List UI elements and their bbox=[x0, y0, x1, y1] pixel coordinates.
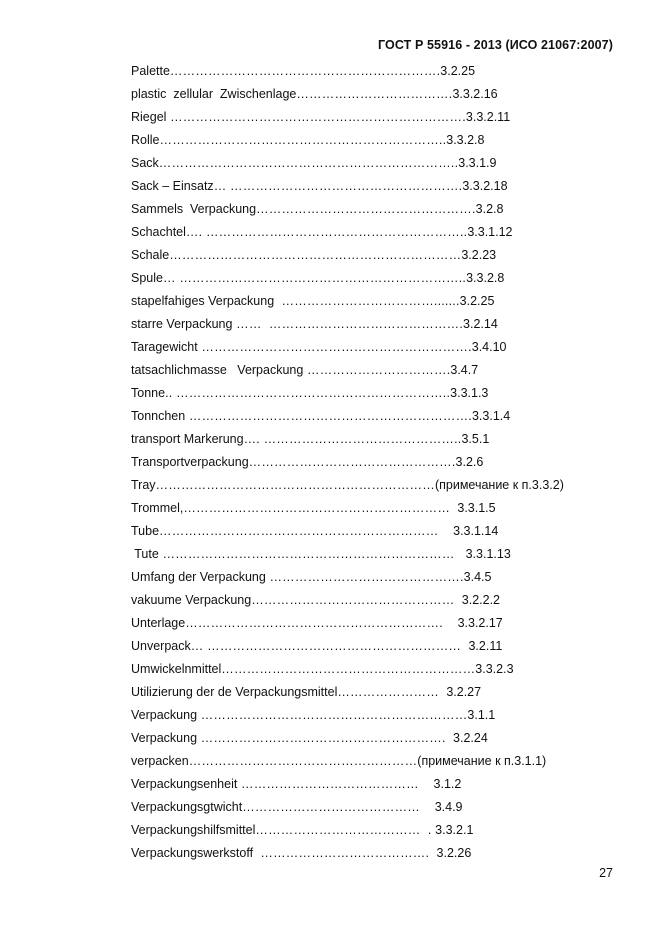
entry-dot-leader: ……………………………………………………………. bbox=[166, 110, 466, 124]
entry-dot-leader: …… ………………………………………. bbox=[232, 317, 464, 331]
entry-term: Utilizierung der de Verpackungsmittel bbox=[131, 685, 338, 699]
entry-term: Tonne bbox=[131, 386, 166, 400]
entry-dot-leader: ……………………………………………………… bbox=[183, 501, 458, 515]
entry-dot-leader: …. …………………………………………………….. bbox=[185, 225, 468, 239]
entry-section-ref: 3.2.27 bbox=[446, 685, 482, 699]
entry-term: Verpackungswerkstoff bbox=[131, 846, 254, 860]
index-entry bbox=[131, 291, 591, 314]
entry-section-ref: 3.3.2.3 bbox=[475, 662, 514, 676]
entry-term: tatsachlichmasse Verpackung bbox=[131, 363, 304, 377]
index-entry bbox=[131, 429, 591, 452]
index-entry bbox=[131, 61, 591, 84]
entry-dot-leader: …………………………………… bbox=[237, 777, 434, 791]
entry-term: Transportverpackung bbox=[131, 455, 249, 469]
entry-dot-leader: …………………………………. bbox=[253, 846, 437, 860]
entry-section-ref: 3.2.25 bbox=[440, 64, 476, 78]
entry-section-ref: 3.3.2.18 bbox=[462, 179, 508, 193]
entry-term: Tube bbox=[131, 524, 160, 538]
index-entry bbox=[131, 360, 591, 383]
entry-dot-leader: ……………………………………………… bbox=[188, 754, 418, 768]
index-entry bbox=[131, 84, 591, 107]
entry-term: Sammels Verpackung bbox=[131, 202, 257, 216]
index-entry bbox=[131, 682, 591, 705]
entry-dot-leader: …. ……………………………………….. bbox=[243, 432, 462, 446]
entry-term: Umfang der Verpackung bbox=[131, 570, 266, 584]
index-entry bbox=[131, 130, 591, 153]
entry-term: Schachtel bbox=[131, 225, 186, 239]
entry-term: Trommel, bbox=[131, 501, 184, 515]
entry-section-ref: (примечание к п.3.1.1) bbox=[417, 754, 547, 768]
entry-section-ref: 3.2.8 bbox=[475, 202, 504, 216]
entry-section-ref: 3.3.2.11 bbox=[465, 110, 511, 124]
index-entry bbox=[131, 774, 591, 797]
entry-dot-leader: …………………………………………. bbox=[248, 455, 456, 469]
entry-section-ref: 3.3.2.8 bbox=[446, 133, 485, 147]
index-entry bbox=[131, 843, 591, 866]
index-entry bbox=[131, 636, 591, 659]
entry-term: Rolle bbox=[131, 133, 160, 147]
entry-term: Unterlage bbox=[131, 616, 186, 630]
entry-term: stapelfahiges Verpackung bbox=[131, 294, 275, 308]
index-entry bbox=[131, 199, 591, 222]
entry-section-ref: 3.4.9 bbox=[434, 800, 463, 814]
index-entry bbox=[131, 222, 591, 245]
entry-term: Sack bbox=[131, 156, 159, 170]
entry-term: vakuume Verpackung bbox=[131, 593, 252, 607]
index-entry bbox=[131, 590, 591, 613]
index-entry bbox=[131, 659, 591, 682]
entry-dot-leader: .. ……………………………………………………….. bbox=[165, 386, 451, 400]
index-entry bbox=[131, 176, 591, 199]
index-entry bbox=[131, 314, 591, 337]
entry-section-ref: 3.3.1.13 bbox=[465, 547, 511, 561]
entry-section-ref: 3.1.2 bbox=[433, 777, 462, 791]
index-entry bbox=[131, 475, 591, 498]
entry-dot-leader: …………………………………………………. bbox=[197, 731, 454, 745]
index-entry bbox=[131, 337, 591, 360]
entry-section-ref: 3.3.1.3 bbox=[450, 386, 489, 400]
entry-dot-leader: … ………………………………………………………….. bbox=[162, 271, 467, 285]
entry-dot-leader: ………………………………………………………. bbox=[197, 340, 472, 354]
entry-term: Tray bbox=[131, 478, 156, 492]
entry-term: Tonnchen bbox=[131, 409, 186, 423]
entry-section-ref: 3.3.1.14 bbox=[453, 524, 499, 538]
entry-dot-leader: …………………………………………………………. bbox=[185, 409, 472, 423]
entry-term: Verpackungshilfsmittel bbox=[131, 823, 256, 837]
entry-section-ref: 3.3.2.16 bbox=[452, 87, 498, 101]
entry-dot-leader: …………………………………… bbox=[242, 800, 435, 814]
entry-section-ref: (примечание к п.3.3.2) bbox=[434, 478, 564, 492]
index-entry bbox=[131, 383, 591, 406]
entry-term: starre Verpackung bbox=[131, 317, 233, 331]
entry-term: Tute bbox=[131, 547, 159, 561]
index-entry bbox=[131, 245, 591, 268]
entry-dot-leader: ………………………………………………………….. bbox=[159, 133, 447, 147]
entry-term: Schale bbox=[131, 248, 170, 262]
entry-term: verpacken bbox=[131, 754, 189, 768]
entry-dot-leader: ……………………………. bbox=[303, 363, 451, 377]
entry-section-ref: 3.3.2.8 bbox=[466, 271, 505, 285]
entry-term: Riegel bbox=[131, 110, 167, 124]
entry-section-ref: 3.3.1.12 bbox=[467, 225, 513, 239]
entry-dot-leader: … ………………………………………………. bbox=[213, 179, 463, 193]
entry-dot-leader: ……………………………………………………… bbox=[197, 708, 468, 722]
entry-dot-leader: …………………………………………………………… bbox=[158, 547, 466, 561]
index-entry bbox=[131, 544, 591, 567]
index-entry bbox=[131, 728, 591, 751]
entry-dot-leader: ………………………………………………………. bbox=[169, 64, 441, 78]
entry-dot-leader: ……………………………………………. bbox=[256, 202, 476, 216]
index-entry bbox=[131, 567, 591, 590]
entry-section-ref: 3.2.24 bbox=[453, 731, 488, 745]
entry-section-ref: 3.2.26 bbox=[436, 846, 472, 860]
page-number: 27 bbox=[599, 866, 613, 880]
index-entry bbox=[131, 751, 591, 774]
index-entry bbox=[131, 498, 591, 521]
entry-section-ref: 3.2.2.2 bbox=[461, 593, 500, 607]
page-header-title: ГОСТ Р 55916 - 2013 (ИСО 21067:2007) bbox=[378, 38, 613, 52]
entry-term: Sack – Einsatz bbox=[131, 179, 214, 193]
entry-term: Taragewicht bbox=[131, 340, 198, 354]
entry-dot-leader: … …………………………………………………… bbox=[190, 639, 469, 653]
entry-term: Verpackung bbox=[131, 731, 198, 745]
entry-section-ref: 3.4.10 bbox=[471, 340, 507, 354]
entry-term: transport Markerung bbox=[131, 432, 244, 446]
entry-section-ref: 3.2.14 bbox=[463, 317, 498, 331]
entry-section-ref: 3.2.11 bbox=[468, 639, 503, 653]
entry-dot-leader: ………………………………………. bbox=[265, 570, 464, 584]
entry-section-ref: 3.3.1.4 bbox=[471, 409, 511, 423]
index-entry bbox=[131, 452, 591, 475]
entry-term: Umwickelnmittel bbox=[131, 662, 222, 676]
index-entry bbox=[131, 613, 591, 636]
entry-dot-leader: ………………………………....... bbox=[274, 294, 460, 308]
entry-section-ref: 3.4.7 bbox=[450, 363, 479, 377]
entry-dot-leader: …………………… bbox=[337, 685, 447, 699]
entry-section-ref: 3.2.6 bbox=[455, 455, 484, 469]
entry-section-ref: 3.4.5 bbox=[463, 570, 492, 584]
entry-dot-leader: ………………………………………… bbox=[251, 593, 462, 607]
entry-term: Verpackungsgtwicht bbox=[131, 800, 243, 814]
index-entry bbox=[131, 268, 591, 291]
entry-section-ref: 3.5.1 bbox=[461, 432, 490, 446]
index-entry bbox=[131, 820, 591, 843]
index-entry bbox=[131, 406, 591, 429]
index-entry bbox=[131, 107, 591, 130]
index-entry bbox=[131, 705, 591, 728]
entry-dot-leader: …………………………………………………………… bbox=[169, 248, 462, 262]
entry-term: Verpackungsenheit bbox=[131, 777, 238, 791]
entry-dot-leader: ……………………………………………………. bbox=[185, 616, 458, 630]
entry-dot-leader: ………………………………………………………… bbox=[159, 524, 454, 538]
entry-term: plastic zellular Zwischenlage bbox=[131, 87, 297, 101]
entry-term: Spule bbox=[131, 271, 163, 285]
index-entry bbox=[131, 153, 591, 176]
entry-dot-leader: ………………………………. bbox=[296, 87, 453, 101]
entry-section-ref: 3.2.25 bbox=[459, 294, 495, 308]
entry-section-ref: 3.3.2.17 bbox=[457, 616, 503, 630]
entry-term: Verpackung bbox=[131, 708, 198, 722]
entry-dot-leader: ………………………………………………………… bbox=[155, 478, 435, 492]
index-entry bbox=[131, 797, 591, 820]
entry-term: Unverpack bbox=[131, 639, 191, 653]
entry-section-ref: 3.3.2.1 bbox=[435, 823, 474, 837]
entry-section-ref: 3.3.1.5 bbox=[457, 501, 496, 515]
entry-dot-leader: …………………………………………………………….. bbox=[158, 156, 459, 170]
entry-dot-leader: ………………………………… . bbox=[255, 823, 436, 837]
index-entry bbox=[131, 521, 591, 544]
index-list bbox=[131, 61, 591, 866]
entry-section-ref: 3.1.1 bbox=[467, 708, 496, 722]
entry-term: Palette bbox=[131, 64, 170, 78]
entry-section-ref: 3.2.23 bbox=[461, 248, 497, 262]
entry-section-ref: 3.3.1.9 bbox=[458, 156, 497, 170]
entry-dot-leader: …………………………………………………… bbox=[221, 662, 476, 676]
